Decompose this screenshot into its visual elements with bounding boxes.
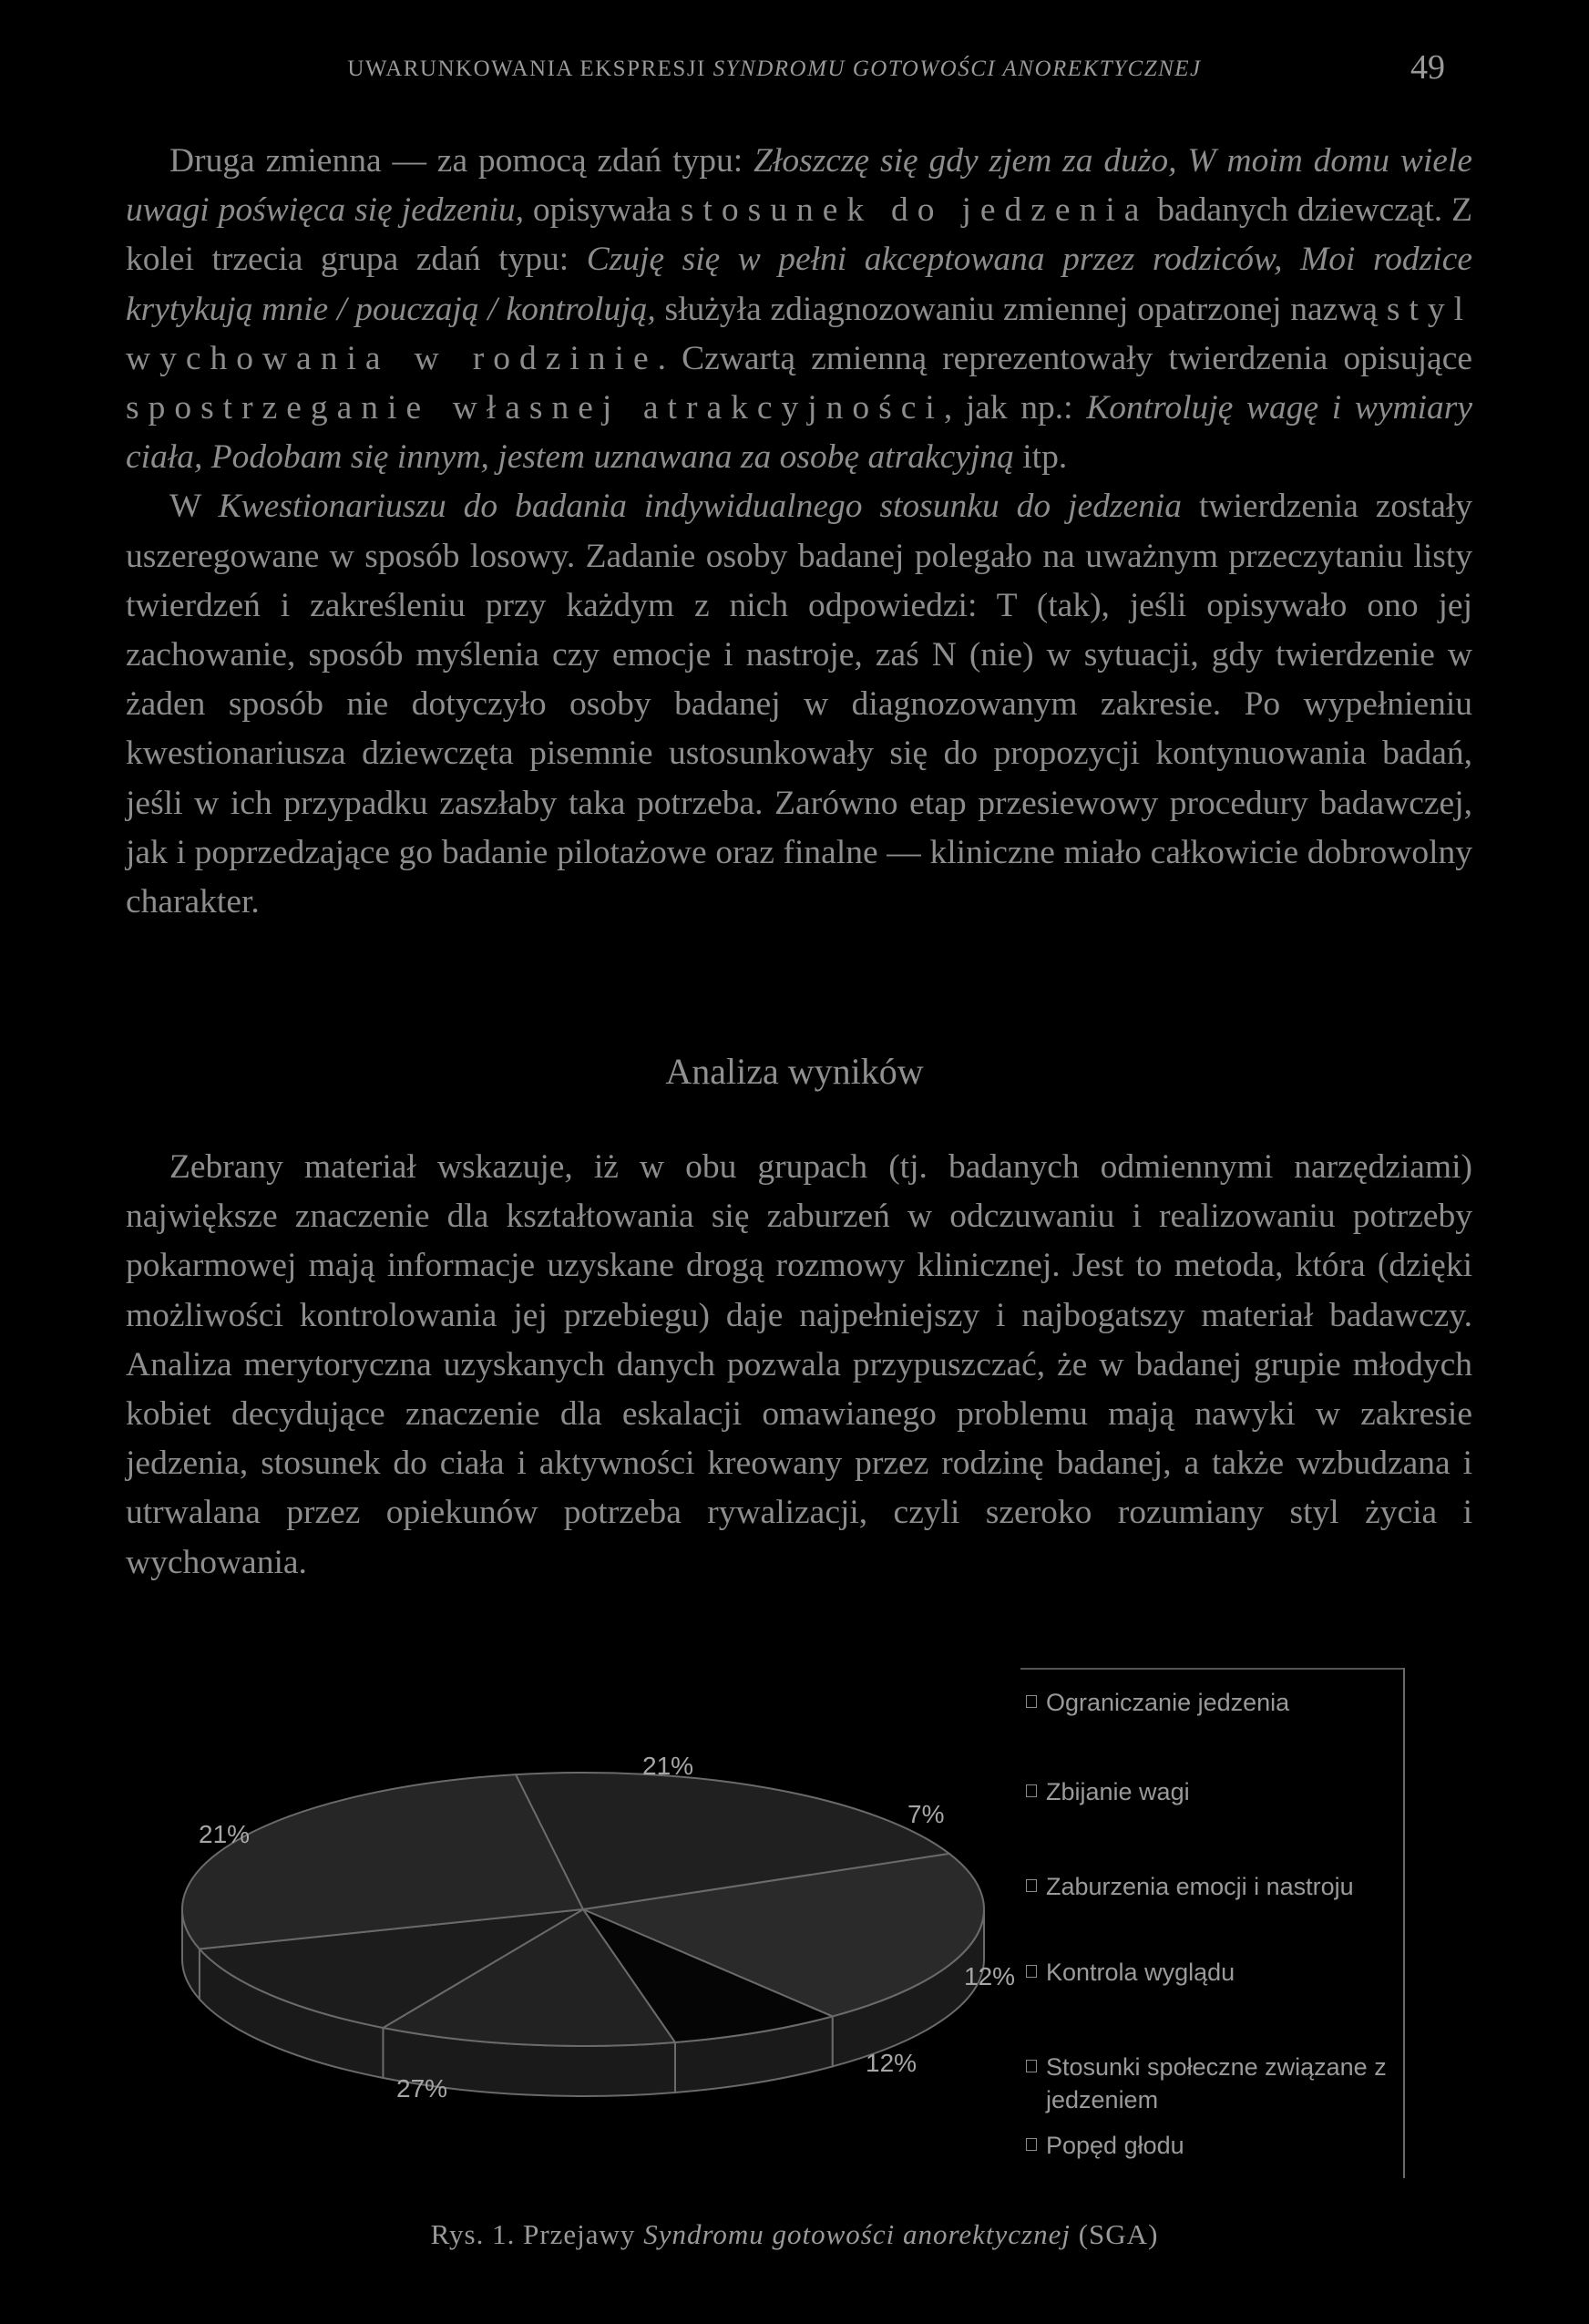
paragraph-results: Zebrany materiał wskazuje, iż w obu grupach (tj. badanych odmiennymi narzędziami) największe znaczenie dla kształtowania się zaburzeń w odczuwaniu i realizowaniu potrzeby pokarmowej mają informacje uzyskane drogą rozmowy klinicznej. Jest to metoda, która (dzięki możliwości kontrolowania jej przebiegu) daje najpełniejszy i najbogatszy materiał badawczy. Analiza merytoryczna uzyskanych danych pozwala przypuszczać, że w badanej grupie młodych kobiet decydujące znaczenie dla eskalacji omawianego problemu mają nawyki w zakresie jedzenia, stosunek do ciała i aktywności kreowany przez rodzinę badanej, a także wzbudzana i utrwalana przez opiekunów potrzeba rywalizacji, czyli szeroko rozumiany styl życia i wychowania. <box>126 1148 1472 1581</box>
text-run: Druga zmienna — za pomocą zdań typu: <box>169 142 754 180</box>
text-run: twierdzenia zostały uszeregowane w sposób losowy. Zadanie osoby badanej polegało na uważnym przeczytaniu listy twierdzeń i zakreśleniu przy każdym z nich odpowiedzi: T (tak), jeśli opisywało ono jej zachowanie, sposób myślenia czy emocje i nastroje, zaś N (nie) w sytuacji, gdy twierdzenie w żaden sposób nie dotyczyło osoby badanej w diagnozowanym zakresie. Po wypełnieniu kwestionariusza dziewczęta pisemnie ustosunkowały się do propozycji kontynuowania badań, jeśli w ich przypadku zaszłaby taka potrzeba. Zarówno etap przesiewowy procedury badawczej, jak i poprzedzające go badanie pilotażowe oraz finalne — kliniczne miało całkowicie dobrowolny charakter. <box>126 488 1473 921</box>
legend-label: Kontrola wyglądu <box>1046 1959 1235 1986</box>
chart-legend <box>1020 1668 1405 2178</box>
figure-caption <box>0 2218 1589 2251</box>
legend-item-3 <box>1041 1956 1396 1989</box>
page-number: 49 <box>1410 48 1445 87</box>
example-statements: Kontroluję wagę i wymiary ciała, Podobam się innym, jestem uznawana za osobę atrakcyjną <box>126 389 1472 477</box>
pie-value-label-2: 12% <box>964 1962 1016 1990</box>
caption-italic: Syndromu gotowości anorektycznej <box>643 2218 1071 2250</box>
text-run: itp. <box>1013 438 1068 477</box>
text-run: , jak np.: <box>943 389 1087 427</box>
text-run: badanych dziewcząt. Z kolei trzecia grupa zdań typu: <box>126 191 1472 279</box>
legend-item-2 <box>1041 1870 1396 1903</box>
text-run: opisywała <box>524 191 681 230</box>
text-run: służyła zdiagnozowaniu zmiennej opatrzonej nazwą <box>655 290 1387 328</box>
caption-prefix: Rys. 1. Przejawy <box>430 2218 644 2250</box>
legend-swatch <box>1026 1784 1037 1797</box>
legend-swatch <box>1026 1965 1037 1978</box>
legend-swatch <box>1026 1695 1037 1708</box>
example-statements: Złoszczę się gdy zjem za dużo, W moim domu wiele uwagi poświęca się jedzeniu, <box>126 142 1473 230</box>
section-heading: Analiza wyników <box>665 1051 924 1092</box>
pie-value-label-5: 21% <box>199 1820 251 1848</box>
legend-item-1 <box>1041 1775 1396 1808</box>
running-header-plain: UWARUNKOWANIA EKSPRESJI <box>347 57 713 81</box>
variable-name: stosunek do jedzenia <box>680 191 1149 230</box>
pie-value-label-4: 27% <box>396 2074 448 2103</box>
pie-value-label-0: 21% <box>642 1752 694 1780</box>
legend-label: Ograniczanie jedzenia <box>1046 1689 1290 1716</box>
text-run: . Czwartą zmienną reprezentowały twierdzenia opisujące <box>657 339 1472 377</box>
text-run: W <box>169 488 219 526</box>
legend-item-0 <box>1041 1686 1396 1719</box>
variable-name: spostrzeganie własnej atrakcyjności <box>126 389 944 427</box>
questionnaire-title: Kwestionariuszu do badania indywidualnego stosunku do jedzenia <box>218 488 1183 526</box>
legend-label: Zaburzenia emocji i nastroju <box>1046 1873 1354 1900</box>
legend-swatch <box>1026 2060 1037 2072</box>
legend-item-4 <box>1041 2051 1396 2116</box>
caption-suffix: (SGA) <box>1070 2218 1159 2250</box>
legend-label: Zbijanie wagi <box>1046 1778 1190 1805</box>
legend-label: Stosunki społeczne związane z jedzeniem <box>1046 2053 1387 2113</box>
variable-name: styl wychowania w rodzinie <box>126 290 1473 377</box>
pie-value-label-3: 12% <box>866 2049 918 2077</box>
legend-swatch <box>1026 1879 1037 1892</box>
legend-label: Popęd głodu <box>1046 2132 1184 2159</box>
running-header-italic: SYNDROMU GOTOWOŚCI ANOREKTYCZNEJ <box>712 57 1202 81</box>
example-statements: Czuję się w pełni akceptowana przez rodziców, Moi rodzice krytykują mnie / pouczają / kontrolują, <box>126 241 1472 328</box>
pie-value-label-1: 7% <box>907 1800 945 1828</box>
legend-swatch <box>1026 2138 1037 2151</box>
legend-item-5 <box>1041 2129 1396 2162</box>
